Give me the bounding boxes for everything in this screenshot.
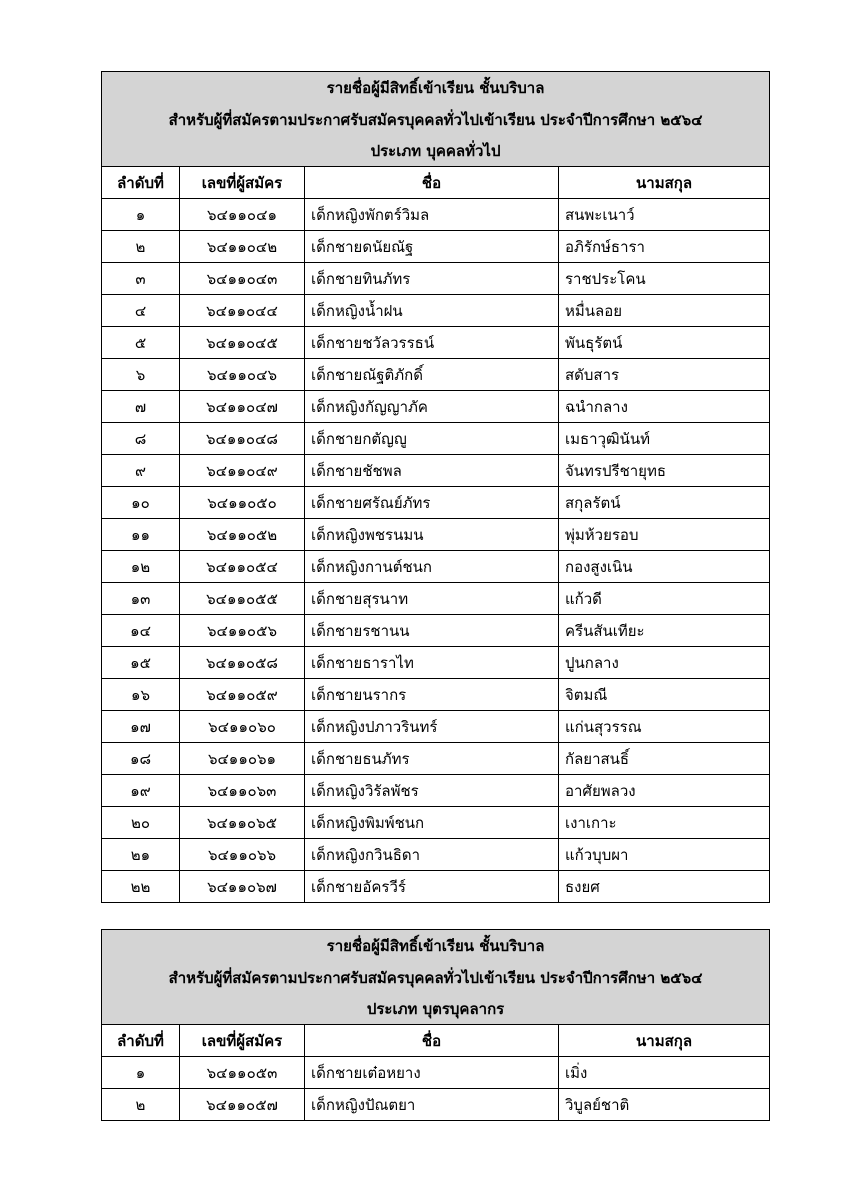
cell-first-name: เด็กหญิงพชรนมน [305,519,559,551]
cell-first-name: เด็กหญิงกวินธิดา [305,839,559,871]
cell-last-name: เงาเกาะ [559,807,770,839]
cell-last-name: แก่นสุวรรณ [559,711,770,743]
table-row [102,231,770,263]
cell-first-name: เด็กชายดนัยณัฐ [305,231,559,263]
cell-first-name: เด็กหญิงปัณตยา [305,1089,559,1121]
table-row [102,199,770,231]
table-row [102,871,770,903]
cell-last-name: อาศัยพลวง [559,775,770,807]
cell-last-name: วิบูลย์ชาติ [559,1089,770,1121]
cell-applicant-number: ๖๔๑๑๐๔๑ [180,199,305,231]
cell-order: ๑ [102,199,180,231]
cell-first-name: เด็กหญิงน้ำฝน [305,295,559,327]
cell-first-name: เด็กชายธนภัทร [305,743,559,775]
table-row [102,1089,770,1121]
cell-applicant-number: ๖๔๑๑๐๔๓ [180,263,305,295]
table-row [102,583,770,615]
table-row [102,1057,770,1089]
cell-applicant-number: ๖๔๑๑๐๖๗ [180,871,305,903]
cell-first-name: เด็กชายรชานน [305,615,559,647]
cell-last-name: กองสูงเนิน [559,551,770,583]
cell-order: ๔ [102,295,180,327]
table-subtitle: สำหรับผู้ที่สมัครตามประกาศรับสมัครบุคคลทั่วไปเข้าเรียน ประจำปีการศึกษา ๒๕๖๔ [102,962,770,993]
cell-order: ๒๒ [102,871,180,903]
cell-order: ๑๑ [102,519,180,551]
cell-last-name: สกุลรัตน์ [559,487,770,519]
cell-last-name: เมธาวุฒินันท์ [559,423,770,455]
cell-first-name: เด็กชายเต๋อหยาง [305,1057,559,1089]
table-row [102,615,770,647]
cell-last-name: อภิรักษ์ธารา [559,231,770,263]
cell-applicant-number: ๖๔๑๑๐๖๕ [180,807,305,839]
table-row [102,423,770,455]
table-row [102,711,770,743]
cell-order: ๑๗ [102,711,180,743]
cell-first-name: เด็กหญิงกานต์ชนก [305,551,559,583]
table-title: รายชื่อผู้มีสิทธิ์เข้าเรียน ชั้นบริบาล [102,930,770,963]
cell-applicant-number: ๖๔๑๑๐๔๒ [180,231,305,263]
cell-applicant-number: ๖๔๑๑๐๕๙ [180,679,305,711]
table-row [102,487,770,519]
cell-order: ๕ [102,327,180,359]
applicant-table-staff-children [101,929,770,1121]
cell-applicant-number: ๖๔๑๑๐๔๖ [180,359,305,391]
cell-order: ๑๙ [102,775,180,807]
cell-last-name: ราชประโคน [559,263,770,295]
column-header-last-name: นามสกุล [559,167,770,199]
cell-order: ๑ [102,1057,180,1089]
cell-applicant-number: ๖๔๑๑๐๕๗ [180,1089,305,1121]
table-row [102,263,770,295]
cell-applicant-number: ๖๔๑๑๐๕๘ [180,647,305,679]
cell-applicant-number: ๖๔๑๑๐๔๘ [180,423,305,455]
cell-applicant-number: ๖๔๑๑๐๕๖ [180,615,305,647]
table-row [102,455,770,487]
cell-first-name: เด็กชายทินภัทร [305,263,559,295]
table-row [102,647,770,679]
cell-applicant-number: ๖๔๑๑๐๔๙ [180,455,305,487]
cell-first-name: เด็กหญิงวิรัลพัชร [305,775,559,807]
cell-last-name: ฉนำกลาง [559,391,770,423]
cell-first-name: เด็กหญิงกัญญาภัค [305,391,559,423]
cell-applicant-number: ๖๔๑๑๐๖๑ [180,743,305,775]
cell-first-name: เด็กชายกตัญญู [305,423,559,455]
cell-applicant-number: ๖๔๑๑๐๔๕ [180,327,305,359]
table-body [102,1057,770,1121]
cell-order: ๑๐ [102,487,180,519]
cell-last-name: สนพะเนาว์ [559,199,770,231]
cell-order: ๒ [102,231,180,263]
table-row [102,327,770,359]
cell-first-name: เด็กชายชวัลวรรธน์ [305,327,559,359]
column-header-last-name: นามสกุล [559,1025,770,1057]
cell-order: ๒๐ [102,807,180,839]
table-row [102,391,770,423]
cell-applicant-number: ๖๔๑๑๐๕๓ [180,1057,305,1089]
table-row [102,679,770,711]
cell-applicant-number: ๖๔๑๑๐๕๕ [180,583,305,615]
cell-last-name: เมิ่ง [559,1057,770,1089]
cell-last-name: พันธุรัตน์ [559,327,770,359]
cell-last-name: พุ่มห้วยรอบ [559,519,770,551]
cell-order: ๖ [102,359,180,391]
cell-first-name: เด็กชายศรัณย์ภัทร [305,487,559,519]
cell-last-name: แก้วดี [559,583,770,615]
cell-order: ๑๖ [102,679,180,711]
applicant-table-general [101,71,770,903]
cell-order: ๓ [102,263,180,295]
table-row [102,839,770,871]
table-row [102,551,770,583]
cell-order: ๘ [102,423,180,455]
cell-last-name: กัลยาสนธิ์ [559,743,770,775]
column-header-order: ลำดับที่ [102,167,180,199]
table-row [102,743,770,775]
table-row [102,519,770,551]
cell-first-name: เด็กชายสุรนาท [305,583,559,615]
cell-first-name: เด็กชายชัชพล [305,455,559,487]
cell-order: ๑๘ [102,743,180,775]
cell-last-name: ครีนสันเทียะ [559,615,770,647]
cell-last-name: ปูนกลาง [559,647,770,679]
column-header-applicant-number: เลขที่ผู้สมัคร [180,167,305,199]
cell-last-name: จันทรปรีชายุทธ [559,455,770,487]
table-row [102,295,770,327]
cell-applicant-number: ๖๔๑๑๐๔๗ [180,391,305,423]
cell-order: ๒๑ [102,839,180,871]
cell-last-name: แก้วบุบผา [559,839,770,871]
cell-order: ๑๓ [102,583,180,615]
cell-first-name: เด็กชายธาราไท [305,647,559,679]
cell-order: ๑๔ [102,615,180,647]
cell-applicant-number: ๖๔๑๑๐๖๓ [180,775,305,807]
cell-first-name: เด็กชายอัครวีร์ [305,871,559,903]
cell-last-name: ธงยศ [559,871,770,903]
table-row [102,807,770,839]
cell-first-name: เด็กหญิงปภาวรินทร์ [305,711,559,743]
cell-last-name: จิตมณี [559,679,770,711]
cell-applicant-number: ๖๔๑๑๐๕๔ [180,551,305,583]
table-body [102,199,770,903]
cell-first-name: เด็กหญิงพักตร์วิมล [305,199,559,231]
cell-first-name: เด็กชายณัฐติภักดิ์ [305,359,559,391]
cell-order: ๗ [102,391,180,423]
cell-last-name: หมื่นลอย [559,295,770,327]
cell-order: ๑๕ [102,647,180,679]
table-row [102,359,770,391]
table-category: ประเภท บุตรบุคลากร [102,993,770,1025]
table-row [102,775,770,807]
table-title: รายชื่อผู้มีสิทธิ์เข้าเรียน ชั้นบริบาล [102,72,770,105]
cell-first-name: เด็กชายนรากร [305,679,559,711]
column-header-first-name: ชื่อ [305,1025,559,1057]
cell-applicant-number: ๖๔๑๑๐๕๐ [180,487,305,519]
cell-applicant-number: ๖๔๑๑๐๕๒ [180,519,305,551]
cell-last-name: สดับสาร [559,359,770,391]
cell-applicant-number: ๖๔๑๑๐๖๐ [180,711,305,743]
table-category: ประเภท บุคคลทั่วไป [102,135,770,167]
column-header-first-name: ชื่อ [305,167,559,199]
cell-order: ๑๒ [102,551,180,583]
column-header-applicant-number: เลขที่ผู้สมัคร [180,1025,305,1057]
cell-applicant-number: ๖๔๑๑๐๖๖ [180,839,305,871]
table-subtitle: สำหรับผู้ที่สมัครตามประกาศรับสมัครบุคคลทั่วไปเข้าเรียน ประจำปีการศึกษา ๒๕๖๔ [102,104,770,135]
cell-first-name: เด็กหญิงพิมพ์ชนก [305,807,559,839]
cell-order: ๒ [102,1089,180,1121]
cell-order: ๙ [102,455,180,487]
cell-applicant-number: ๖๔๑๑๐๔๔ [180,295,305,327]
column-header-order: ลำดับที่ [102,1025,180,1057]
